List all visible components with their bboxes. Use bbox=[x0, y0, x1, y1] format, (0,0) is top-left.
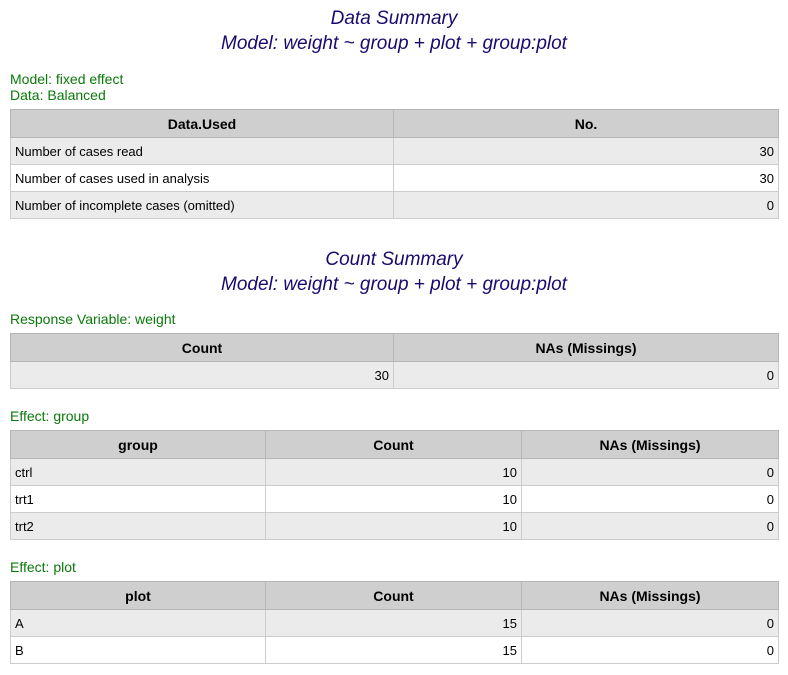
column-header-group: group bbox=[11, 431, 266, 459]
count-summary-title: Count Summary bbox=[325, 249, 463, 270]
column-header-count: Count bbox=[11, 334, 394, 362]
group-effect-table bbox=[10, 430, 779, 540]
cell-plot: B bbox=[11, 637, 266, 664]
table-row bbox=[11, 362, 779, 389]
table-row bbox=[11, 165, 779, 192]
column-header-nas: NAs (Missings) bbox=[522, 431, 779, 459]
cell-count: 15 bbox=[266, 637, 522, 664]
cell-nas: 0 bbox=[394, 362, 779, 389]
table-header-row bbox=[11, 110, 779, 138]
data-summary-title: Data Summary bbox=[330, 8, 458, 29]
count-summary-model: Model: weight ~ group + plot + group:plot bbox=[221, 274, 567, 295]
column-header-no: No. bbox=[394, 110, 779, 138]
table-row bbox=[11, 610, 779, 637]
table-row bbox=[11, 637, 779, 664]
column-header-data-used: Data.Used bbox=[11, 110, 394, 138]
response-count-table bbox=[10, 333, 779, 389]
effect-group-label: Effect: group bbox=[10, 408, 90, 424]
cell-count: 10 bbox=[266, 513, 522, 540]
column-header-nas: NAs (Missings) bbox=[394, 334, 779, 362]
table-row bbox=[11, 459, 779, 486]
table-header-row bbox=[11, 582, 779, 610]
cell-plot: A bbox=[11, 610, 266, 637]
model-type-label: Model: fixed effect bbox=[10, 71, 124, 87]
table-header-row bbox=[11, 334, 779, 362]
plot-effect-table bbox=[10, 581, 779, 664]
cell-count: 10 bbox=[266, 486, 522, 513]
column-header-count: Count bbox=[266, 431, 522, 459]
data-type-label: Data: Balanced bbox=[10, 87, 106, 103]
effect-plot-label: Effect: plot bbox=[10, 559, 76, 575]
cell-group: trt2 bbox=[11, 513, 266, 540]
table-row bbox=[11, 486, 779, 513]
cell-nas: 0 bbox=[522, 610, 779, 637]
cell-value: 0 bbox=[394, 192, 779, 219]
cell-label: Number of incomplete cases (omitted) bbox=[11, 192, 394, 219]
data-used-table bbox=[10, 109, 779, 219]
column-header-plot: plot bbox=[11, 582, 266, 610]
cell-value: 30 bbox=[394, 138, 779, 165]
table-row bbox=[11, 138, 779, 165]
table-row bbox=[11, 513, 779, 540]
column-header-nas: NAs (Missings) bbox=[522, 582, 779, 610]
cell-value: 30 bbox=[394, 165, 779, 192]
cell-count: 30 bbox=[11, 362, 394, 389]
cell-group: trt1 bbox=[11, 486, 266, 513]
cell-nas: 0 bbox=[522, 637, 779, 664]
cell-nas: 0 bbox=[522, 486, 779, 513]
cell-count: 10 bbox=[266, 459, 522, 486]
cell-label: Number of cases read bbox=[11, 138, 394, 165]
data-summary-model: Model: weight ~ group + plot + group:plot bbox=[221, 33, 567, 54]
cell-nas: 0 bbox=[522, 513, 779, 540]
table-header-row bbox=[11, 431, 779, 459]
column-header-count: Count bbox=[266, 582, 522, 610]
table-row bbox=[11, 192, 779, 219]
cell-count: 15 bbox=[266, 610, 522, 637]
cell-nas: 0 bbox=[522, 459, 779, 486]
cell-label: Number of cases used in analysis bbox=[11, 165, 394, 192]
response-variable-label: Response Variable: weight bbox=[10, 311, 176, 327]
cell-group: ctrl bbox=[11, 459, 266, 486]
